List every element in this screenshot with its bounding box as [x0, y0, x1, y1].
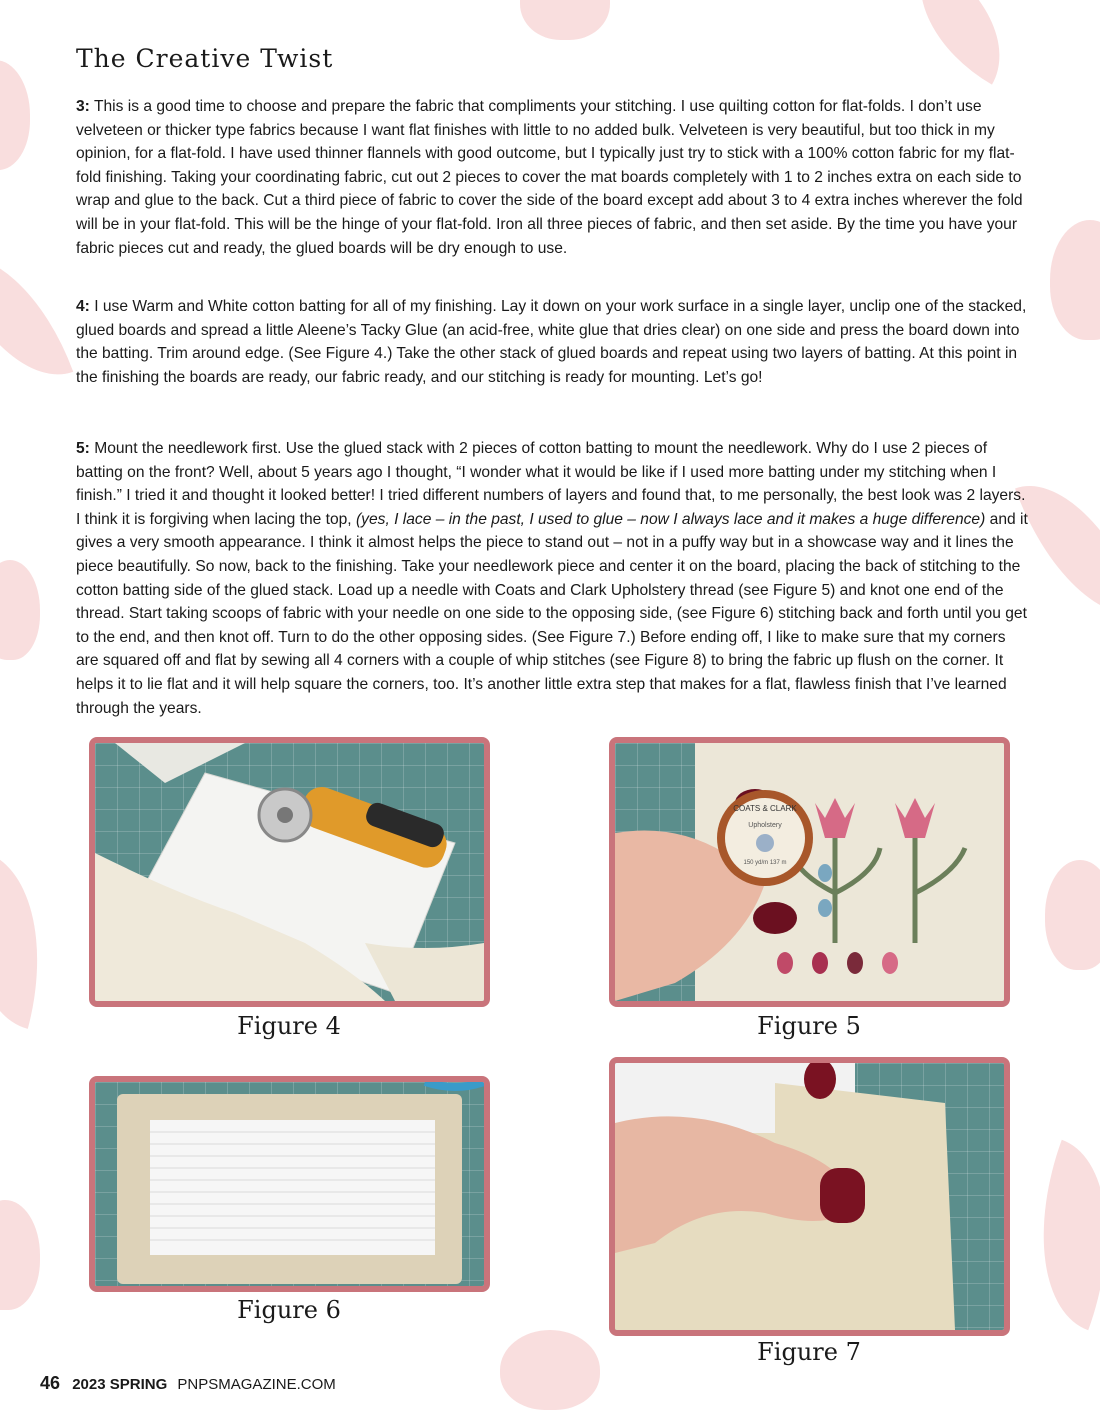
issue-season: 2023 SPRING — [72, 1376, 168, 1393]
figure-6-photo — [89, 1076, 490, 1292]
figure-7-caption: Figure 7 — [757, 1338, 861, 1366]
painted-nail-icon — [820, 1168, 865, 1223]
paragraph-step-3 — [76, 95, 1032, 260]
figure-5-photo — [609, 737, 1010, 1007]
step-number: 5: — [76, 440, 90, 457]
paragraph-step-4 — [76, 295, 1032, 389]
figure-4-caption: Figure 4 — [237, 1012, 341, 1040]
page-footer — [40, 1373, 336, 1394]
figure-7-illustration — [615, 1063, 1004, 1330]
figure-4-illustration — [95, 743, 484, 1001]
site-link[interactable]: PNPSMAGAZINE.COM — [177, 1376, 336, 1393]
step-number: 4: — [76, 298, 90, 315]
thread-spool-icon — [717, 790, 813, 886]
paragraph-text-continued: and it gives a very smooth appearance. I think it almost helps the piece to stand out – not in a puffy way but in a showcase way and it lines the piece beautifully. So now, back to the finishing. Take your needlework piece and center it on the board, placing the back of stitching to the cotton batting side of the glued stack. Load up a needle with Coats and Clark Upholstery thread (see Figure 5) and knot one end of the thread. Start taking scoops of fabric with your needle on one side to the opposing side, (see Figure 6) stitching back and forth until you get to the end, and then knot off. Turn to do the other opposing sides. (See Figure 7.) Before ending off, I like to make sure that my corners are squared off and flat by sewing all 4 corners with a couple of whip stitches (see Figure 8) to bring the fabric up flush on the corner. It helps it to lie flat and it will help square the corners, too. It’s another little extra step that makes for a flat, flawless finish that I’ve learned through the years. — [76, 510, 1028, 717]
page-number: 46 — [40, 1373, 61, 1393]
paragraph-step-5 — [76, 437, 1032, 720]
figure-5-caption: Figure 5 — [757, 1012, 861, 1040]
paragraph-italic-aside: (yes, I lace – in the past, I used to glue – now I always lace and it makes a huge difference) — [355, 510, 986, 528]
step-number: 3: — [76, 98, 90, 115]
page-title: The Creative Twist — [76, 44, 334, 73]
figure-6-caption: Figure 6 — [237, 1296, 341, 1324]
paragraph-text: Mount the needlework first. Use the glued stack with 2 pieces of cotton batting to mount the needlework. Why do I use 2 pieces of batting on the front? Well, about 5 years ago I thought, “I wonder what it would be like if I used more batting under my stitching when I finish.” I tried it and thought it looked better! I tried different numbers of layers and found that, to me personally, the best look was 2 layers. I think it is forgiving when lacing the top, — [76, 440, 1026, 528]
figure-5-illustration — [615, 743, 1004, 1001]
spool-brand: COATS & CLARK — [733, 804, 797, 813]
figure-7-photo — [609, 1057, 1010, 1336]
figure-4-photo — [89, 737, 490, 1007]
paragraph-text: I use Warm and White cotton batting for all of my finishing. Lay it down on your work surface in a single layer, unclip one of the stacked, glued boards and spread a little Aleene’s Tacky Glue (an acid-free, white glue that dries clear) on one side and press the board down into the batting. Trim around edge. (See Figure 4.) Take the other stack of glued boards and repeat using two layers of batting. At this point in the finishing the boards are ready, our fabric ready, and our stitching is ready for mounting. Let’s go! — [76, 298, 1027, 386]
spool-label: Upholstery — [748, 822, 782, 829]
spool-amount: 150 yd/m 137 m — [743, 860, 787, 866]
figure-6-illustration — [95, 1082, 484, 1286]
paragraph-text: This is a good time to choose and prepare the fabric that compliments your stitching. I use quilting cotton for flat-folds. I don’t use velveteen or thicker type fabrics because I want flat finishes with little to no added bulk. Velveteen is very beautiful, but too thick in my opinion, for a flat-fold. I have used thinner flannels with good outcome, but I typically just try to stick with a 100% cotton fabric for my flat-fold finishing. Taking your coordinating fabric, cut out 2 pieces to cover the mat boards completely with 1 to 2 inches extra on each side to wrap and glue to the back. Cut a third piece of fabric to cover the side of the board except add about 3 to 4 extra inches wherever the fold will be in your flat-fold. This will be the hinge of your flat-fold. Iron all three pieces of fabric, and then set aside. By the time you have your fabric pieces cut and ready, the glued boards will be dry enough to use. — [76, 98, 1023, 257]
